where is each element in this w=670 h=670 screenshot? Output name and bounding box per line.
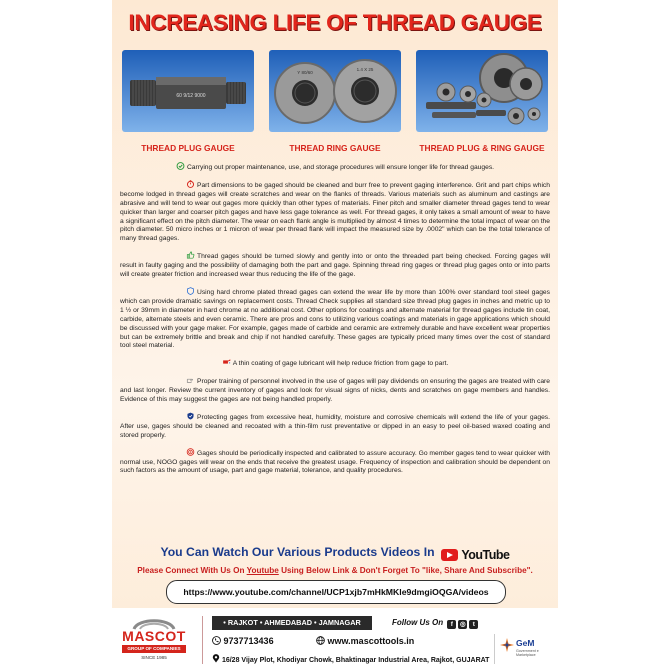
thread-ring-gauge-image: [269, 50, 401, 132]
thread-ring-gauge-photo: [269, 50, 401, 132]
gem-subtitle: Government e Marketplace: [516, 649, 539, 658]
paragraph-text: A thin coating of gage lubricant will help reduce friction from gage to part.: [232, 360, 449, 368]
paragraph-text: Proper training of personnel involved in the use of gages will pay dividends on ensuring the gages are treated with care and last longer. Review the current inventory of gages and look for visual signs of nicks, dents and scratches on gage members and handles. Evidence of this may suggest the gages are not being handled properly.: [120, 378, 550, 404]
thread-plug-gauge-image: [122, 50, 254, 132]
paragraph-text: Protecting gages from excessive heat, humidity, moisture and corrosive chemicals will extend the life of your gages. After use, gages should be cleaned and recoated with a thin-film rust preventative or dipped in an easy to peel oil-based waxed coating and stored properly.: [120, 413, 550, 439]
poster: [112, 0, 558, 670]
youtube-logo[interactable]: [441, 547, 510, 562]
youtube-play-icon: [441, 549, 458, 561]
thread-plug-gauge-photo: [122, 50, 254, 132]
logo-since: SINCE 1985: [141, 655, 167, 660]
phone[interactable]: [212, 636, 274, 646]
logo-sub: GROUP OF COMPANIES: [122, 645, 186, 653]
paragraph-text: Part dimensions to be gaged should be cleaned and burr free to prevent gaging interference. Grit and part chips which become lodged in thread gages will create scratches and wear on the flanks of threads. Various materials such as aluminum and castings are abrasive and will tend to wear out gages more quickly than other types of materials. Finer pitch and smaller diameter thread gages tend to wear quicker than larger and coarser pitch gages and have less gage tolerance as well. For thread gages, it only takes a small amount of wear to have a significant effect on the pitch diameter. The wear on each flank angle is multiplied by almost 4 times to determine the total impact of wear on the pitch diameter. 50 micro inches or 1 micron of wear per thread flank will impact the measured size by .0002" which can be the total tolerance of many thread gages.: [120, 181, 550, 243]
paragraph-1: [120, 162, 550, 173]
address-text: 16/28 Vijay Plot, Khodiyar Chowk, Bhaktinagar Industrial Area, Rajkot, GUJARAT: [221, 657, 490, 664]
caption-plug: THREAD PLUG GAUGE: [141, 143, 235, 153]
youtube-word: YouTube: [461, 547, 510, 562]
globe-icon: [316, 636, 325, 645]
follow-us: Follow Us On f ◎ t: [392, 618, 478, 629]
product-photos: [122, 50, 548, 132]
shield-check-icon: [186, 412, 195, 420]
photo-captions: [122, 143, 548, 157]
paragraph-text: Using hard chrome plated thread gages can extend the wear life by more than 100% over standard tool steel gages which can provide dramatic savings on replacement costs. Thread Check supplies all standard size thread plug gages in inches and metric up to 1 ½ or 39mm in diameter in hard chrome at no additional cost. Other options for coatings and alternate material for thread gages include tin coat, carbide, alternate steels and even ceramic. There are pros and cons to utilizing various coatings and materials in gage applications which should be discussed with your gage maker. For example, gages made of carbide and ceramic are extremely durable and have excellent wear properties but can be extremely brittle and break and chip if not handled carefully. These gages are typically priced many times over the cost of standard tool steel material.: [120, 288, 550, 350]
caption-ring: THREAD RING GAUGE: [289, 143, 381, 153]
target-icon: [186, 448, 195, 456]
youtube-promo: [112, 545, 558, 562]
website[interactable]: [316, 636, 414, 646]
paragraph-8: [120, 448, 550, 477]
paragraph-7: [120, 412, 550, 441]
twitter-icon[interactable]: t: [469, 620, 478, 629]
gem-star-icon: [500, 638, 514, 652]
watch-text: You Can Watch Our Various Products Videos In: [160, 545, 435, 559]
footer: [112, 608, 558, 670]
paragraph-text: Thread gages should be turned slowly and gently into or onto the threaded part being checked. Forcing gages will result in faulty gaging and the possibility of damaging both the part and gage. Spinning thread ring gages or thread plug gages onto or into parts will create greater friction and increased wear thus reducing the life of the gage.: [120, 253, 550, 279]
paragraph-5: [120, 358, 550, 369]
instagram-icon[interactable]: ◎: [460, 621, 466, 628]
plug-gauge-marking: 60 9/12 9000: [176, 93, 206, 99]
phone-number: 9737713436: [223, 636, 274, 646]
ring-gauge-2-marking: 1.4 X 25: [356, 67, 374, 72]
timer-icon: [186, 180, 195, 188]
pointing-hand-icon: [186, 376, 195, 384]
cities-bar: • RAJKOT • AHMEDABAD • JAMNAGAR: [212, 616, 372, 630]
channel-url[interactable]: https://www.youtube.com/channel/UCP1xjb7mHkMKle9dmgiOQGA/videos: [166, 580, 506, 604]
logo-name: MASCOT: [122, 628, 186, 644]
website-url: www.mascottools.in: [327, 636, 415, 646]
oil-drop-icon: [222, 358, 231, 366]
ring-gauge-1-marking: Y 80/60: [297, 70, 313, 75]
address: [212, 654, 489, 664]
divider: [202, 616, 203, 664]
paragraph-6: [120, 376, 550, 405]
mascot-logo: [116, 614, 192, 666]
thread-plug-ring-gauge-photo: [416, 50, 548, 132]
thumbs-up-icon: [186, 251, 195, 259]
page-title: INCREASING LIFE OF THREAD GAUGE: [128, 10, 542, 35]
check-circle-icon: [176, 162, 185, 170]
divider: [494, 634, 495, 664]
youtube-link-text[interactable]: Youtube: [246, 566, 279, 575]
thread-plug-ring-gauge-image: [416, 50, 548, 132]
paragraph-4: [120, 287, 550, 351]
paragraph-2: [120, 180, 550, 244]
gem-title: GeM: [516, 638, 535, 648]
facebook-icon[interactable]: f: [447, 620, 456, 629]
connect-text: Please Connect With Us On Youtube Using Below Link & Don't Forget To "like, Share And Subscribe".: [137, 566, 533, 575]
shield-icon: [186, 287, 195, 295]
gem-logo: [500, 636, 558, 666]
phone-icon: [212, 636, 221, 645]
article-body: [120, 162, 550, 483]
paragraph-3: [120, 251, 550, 280]
paragraph-text: Gages should be periodically inspected and calibrated to assure accuracy. Go member gages tend to wear quicker with normal use, NOGO gages will wear on the ends that receive the greatest usage. Frequency of inspection and calibration should be dependent on such factors as the amount of usage, part and gage material, tolerance, and quality procedures.: [120, 449, 550, 475]
location-pin-icon: [212, 654, 220, 663]
caption-plug-ring: THREAD PLUG & RING GAUGE: [419, 143, 545, 153]
paragraph-text: Carrying out proper maintenance, use, and storage procedures will ensure longer life for thread gauges.: [186, 164, 495, 171]
